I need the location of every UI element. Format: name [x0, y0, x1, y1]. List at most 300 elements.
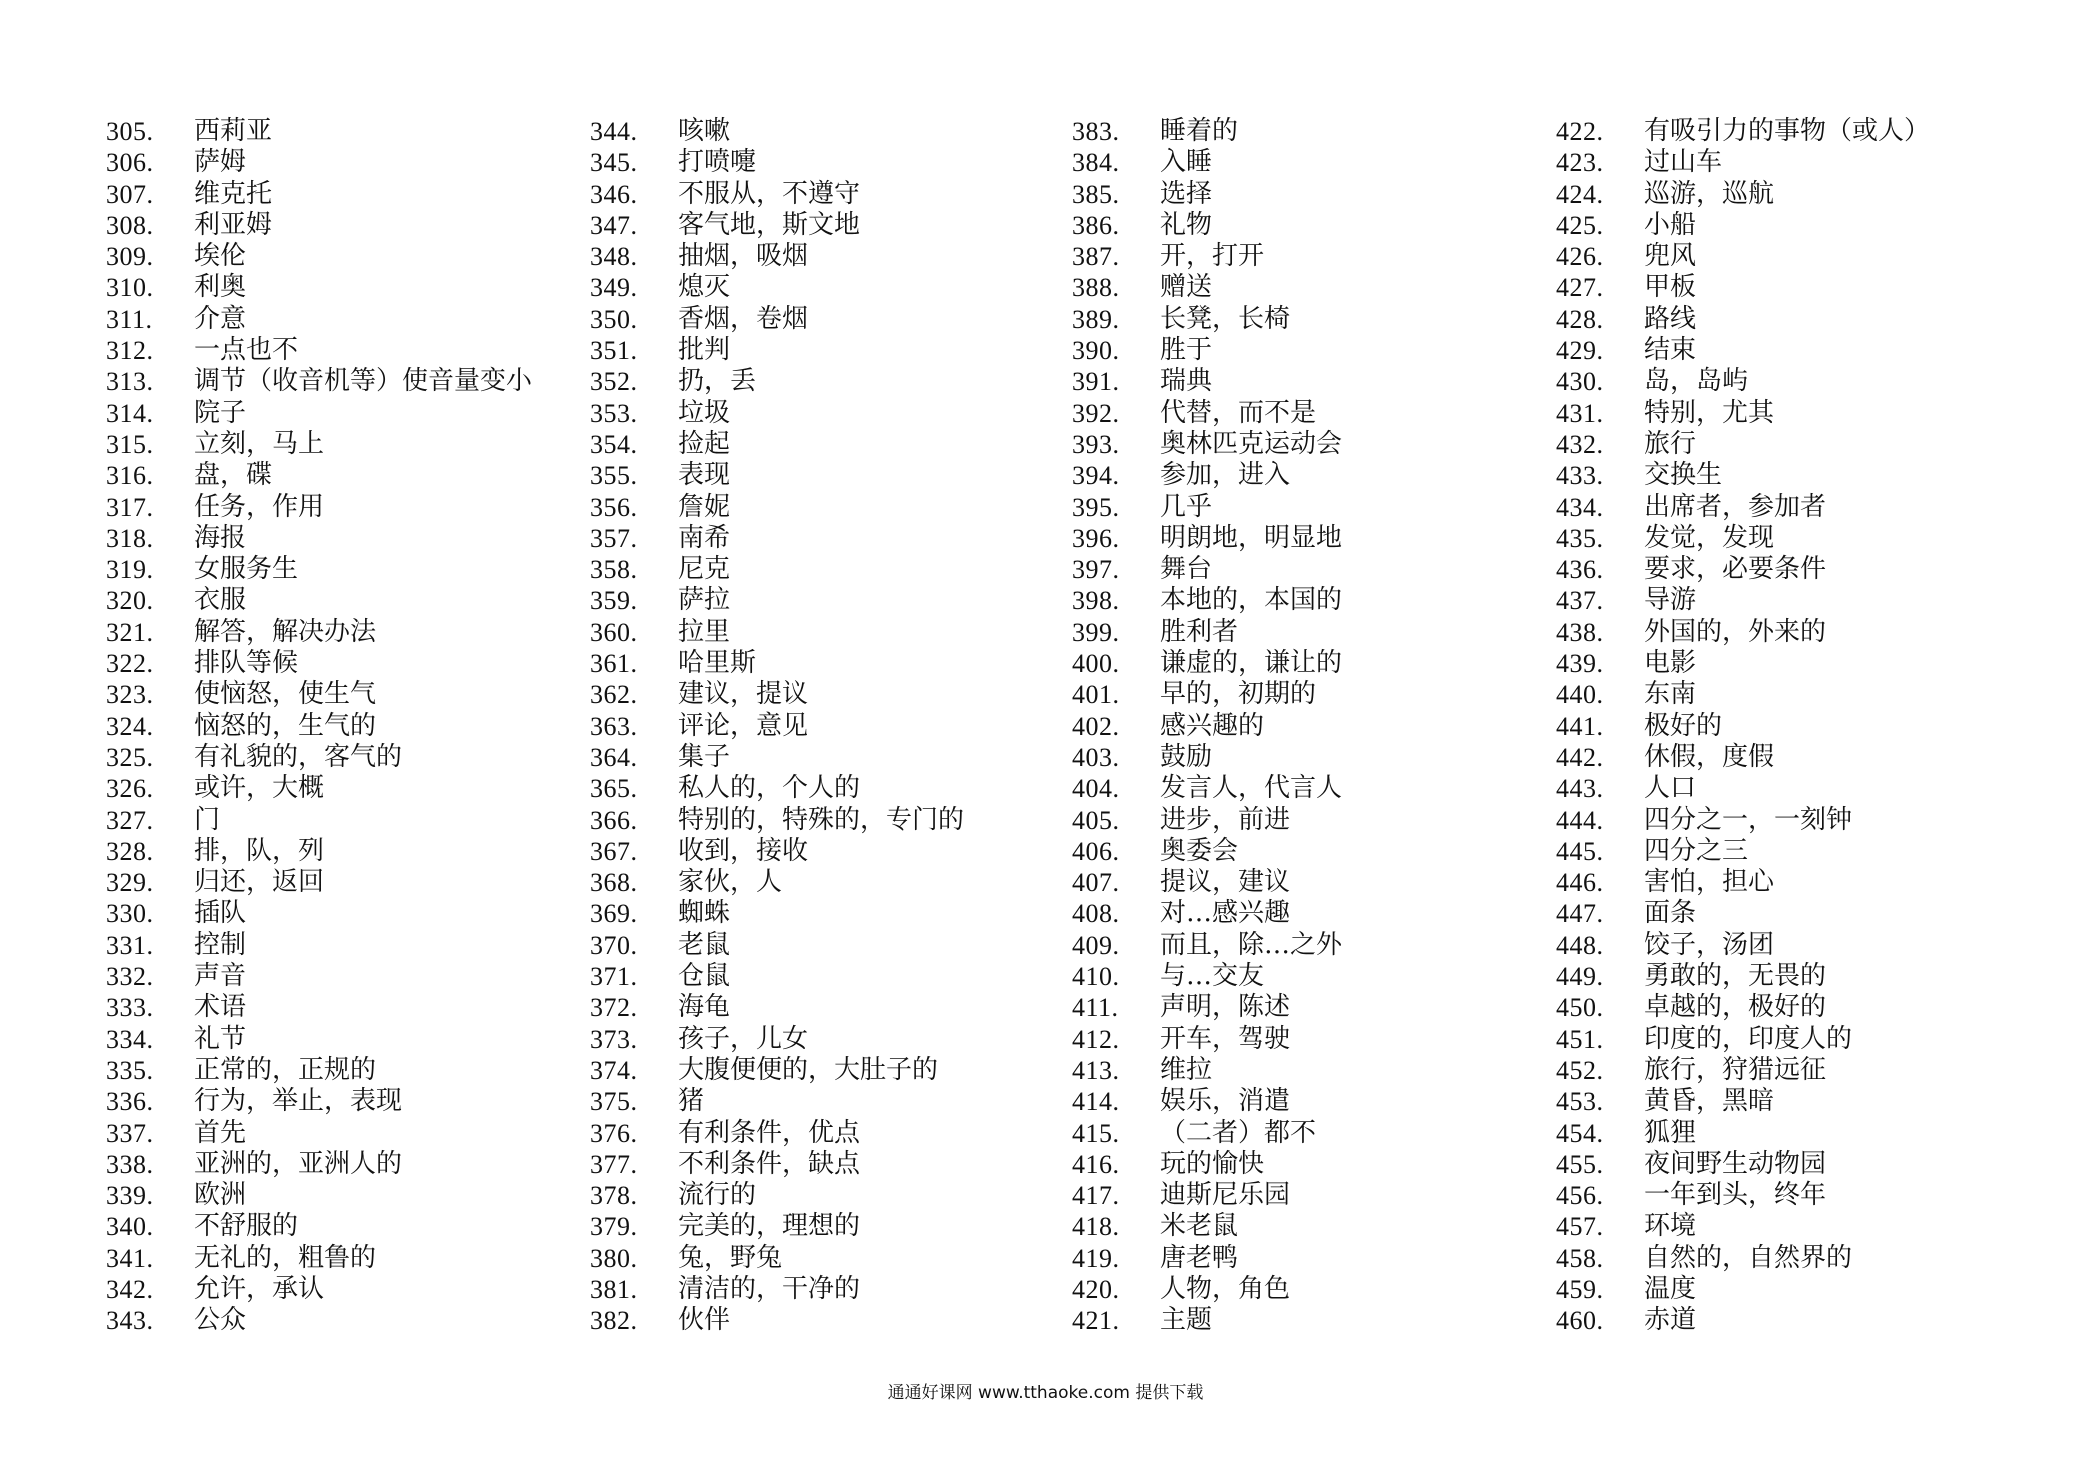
- entry-meaning: 大腹便便的，大肚子的: [678, 1054, 939, 1085]
- entry-meaning: 饺子，汤团: [1644, 929, 1775, 960]
- entry-meaning: 猪: [678, 1086, 705, 1117]
- entry-meaning: 一年到头，终年: [1644, 1180, 1827, 1211]
- vocab-entry: [590, 1118, 1060, 1149]
- entry-meaning: 兜风: [1644, 241, 1697, 272]
- vocab-entry: [106, 523, 576, 554]
- entry-number: 378.: [590, 1181, 638, 1211]
- entry-number: 319.: [106, 555, 154, 585]
- vocab-entry: [106, 1149, 576, 1180]
- vocab-entry: [106, 773, 576, 804]
- entry-number: 400.: [1072, 649, 1120, 679]
- entry-meaning: 与…交友: [1160, 961, 1265, 992]
- entry-meaning: 利亚姆: [194, 209, 273, 240]
- entry-meaning: 提议，建议: [1160, 867, 1291, 898]
- vocab-entry: [1556, 304, 2026, 335]
- entry-number: 331.: [106, 930, 154, 960]
- entry-number: 342.: [106, 1274, 154, 1304]
- vocab-entry: [106, 179, 576, 210]
- entry-number: 315.: [106, 429, 154, 459]
- entry-meaning: 萨拉: [678, 585, 731, 616]
- entry-meaning: 维拉: [1160, 1054, 1213, 1085]
- entry-number: 393.: [1072, 429, 1120, 459]
- entry-meaning: 特别的，特殊的，专门的: [678, 804, 965, 835]
- entry-meaning: 熄灭: [678, 272, 731, 303]
- entry-meaning: 人口: [1644, 773, 1697, 804]
- vocab-entry: [1072, 898, 1542, 929]
- entry-number: 383.: [1072, 117, 1120, 146]
- entry-meaning: 排，队，列: [194, 835, 325, 866]
- entry-number: 392.: [1072, 398, 1120, 428]
- entry-meaning: 东南: [1644, 679, 1697, 710]
- entry-number: 441.: [1556, 711, 1604, 741]
- vocab-entry: [590, 429, 1060, 460]
- entry-meaning: 睡着的: [1160, 116, 1239, 146]
- entry-meaning: 路线: [1644, 303, 1697, 334]
- entry-meaning: 旅行: [1644, 428, 1697, 459]
- entry-meaning: 流行的: [678, 1180, 757, 1211]
- vocab-entry: [106, 992, 576, 1023]
- entry-meaning: 清洁的，干净的: [678, 1273, 861, 1304]
- entry-meaning: 明朗地，明显地: [1160, 522, 1343, 553]
- entry-meaning: 舞台: [1160, 554, 1213, 585]
- entry-meaning: 仓鼠: [678, 961, 731, 992]
- vocab-entry: [1072, 210, 1542, 241]
- entry-number: 369.: [590, 899, 638, 929]
- vocab-entry: [590, 1211, 1060, 1242]
- entry-meaning: 本地的，本国的: [1160, 585, 1343, 616]
- vocab-entry: [106, 679, 576, 710]
- entry-meaning: 伙伴: [678, 1305, 731, 1336]
- entry-meaning: 海龟: [678, 992, 731, 1023]
- vocab-entry: [1072, 773, 1542, 804]
- entry-meaning: 萨姆: [194, 147, 247, 178]
- entry-number: 323.: [106, 680, 154, 710]
- entry-number: 339.: [106, 1181, 154, 1211]
- vocab-entry: [1072, 1180, 1542, 1211]
- entry-number: 435.: [1556, 523, 1604, 553]
- entry-meaning: 电影: [1644, 648, 1697, 679]
- entry-number: 368.: [590, 868, 638, 898]
- entry-number: 460.: [1556, 1306, 1604, 1336]
- vocab-entry: [1556, 1055, 2026, 1086]
- vocab-entry: [1556, 460, 2026, 491]
- entry-meaning: 几乎: [1160, 491, 1213, 522]
- vocab-entry: [1556, 179, 2026, 210]
- entry-number: 397.: [1072, 555, 1120, 585]
- vocab-entry: [1072, 1243, 1542, 1274]
- entry-number: 442.: [1556, 742, 1604, 772]
- entry-meaning: 院子: [194, 397, 247, 428]
- vocab-entry: [590, 492, 1060, 523]
- vocab-entry: [590, 617, 1060, 648]
- entry-meaning: 抽烟，吸烟: [678, 241, 809, 272]
- entry-number: 434.: [1556, 492, 1604, 522]
- vocab-entry: [1556, 398, 2026, 429]
- entry-number: 321.: [106, 617, 154, 647]
- entry-number: 447.: [1556, 899, 1604, 929]
- entry-meaning: 任务，作用: [194, 491, 325, 522]
- entry-number: 360.: [590, 617, 638, 647]
- vocab-entry: [106, 648, 576, 679]
- entry-meaning: 巡游，巡航: [1644, 178, 1775, 209]
- entry-number: 440.: [1556, 680, 1604, 710]
- vocab-entry: [1072, 554, 1542, 585]
- entry-number: 318.: [106, 523, 154, 553]
- vocab-entry: [1556, 523, 2026, 554]
- entry-number: 396.: [1072, 523, 1120, 553]
- entry-number: 361.: [590, 649, 638, 679]
- entry-meaning: 早的，初期的: [1160, 679, 1317, 710]
- entry-number: 370.: [590, 930, 638, 960]
- entry-number: 424.: [1556, 179, 1604, 209]
- vocab-entry: [1556, 617, 2026, 648]
- entry-number: 410.: [1072, 962, 1120, 992]
- vocab-entry: [106, 335, 576, 366]
- entry-meaning: 一点也不: [194, 335, 299, 366]
- vocab-entry: [1556, 679, 2026, 710]
- vocab-entry: [1072, 836, 1542, 867]
- entry-number: 328.: [106, 836, 154, 866]
- entry-number: 343.: [106, 1306, 154, 1336]
- entry-number: 317.: [106, 492, 154, 522]
- entry-number: 389.: [1072, 304, 1120, 334]
- entry-meaning: 西莉亚: [194, 116, 273, 146]
- entry-meaning: 控制: [194, 929, 247, 960]
- vocab-entry: [106, 1274, 576, 1305]
- entry-number: 452.: [1556, 1055, 1604, 1085]
- vocab-entry: [590, 460, 1060, 491]
- vocab-entry: [1556, 272, 2026, 303]
- entry-number: 352.: [590, 367, 638, 397]
- entry-number: 402.: [1072, 711, 1120, 741]
- entry-meaning: 外国的，外来的: [1644, 616, 1827, 647]
- vocab-column-2: [590, 116, 1060, 1337]
- entry-meaning: 胜于: [1160, 335, 1213, 366]
- entry-meaning: 完美的，理想的: [678, 1211, 861, 1242]
- entry-meaning: 而且，除…之外: [1160, 929, 1343, 960]
- entry-number: 449.: [1556, 962, 1604, 992]
- vocab-entry: [1072, 147, 1542, 178]
- vocab-entry: [1556, 1024, 2026, 1055]
- vocab-entry: [106, 147, 576, 178]
- vocab-entry: [106, 1118, 576, 1149]
- entry-number: 336.: [106, 1087, 154, 1117]
- entry-number: 387.: [1072, 242, 1120, 272]
- entry-number: 417.: [1072, 1181, 1120, 1211]
- vocab-entry: [106, 1243, 576, 1274]
- entry-meaning: 收到，接收: [678, 835, 809, 866]
- entry-meaning: 旅行，狩猎远征: [1644, 1054, 1827, 1085]
- entry-number: 453.: [1556, 1087, 1604, 1117]
- entry-number: 420.: [1072, 1274, 1120, 1304]
- vocab-entry: [590, 898, 1060, 929]
- vocab-entry: [590, 1055, 1060, 1086]
- vocab-entry: [1556, 1086, 2026, 1117]
- entry-number: 430.: [1556, 367, 1604, 397]
- entry-number: 334.: [106, 1024, 154, 1054]
- entry-meaning: 声音: [194, 961, 247, 992]
- vocab-entry: [106, 617, 576, 648]
- entry-number: 423.: [1556, 148, 1604, 178]
- entry-number: 429.: [1556, 336, 1604, 366]
- entry-number: 385.: [1072, 179, 1120, 209]
- entry-number: 324.: [106, 711, 154, 741]
- vocab-entry: [590, 805, 1060, 836]
- entry-number: 439.: [1556, 649, 1604, 679]
- entry-number: 436.: [1556, 555, 1604, 585]
- entry-number: 433.: [1556, 461, 1604, 491]
- entry-meaning: 哈里斯: [678, 648, 757, 679]
- vocab-entry: [590, 304, 1060, 335]
- vocab-entry: [590, 366, 1060, 397]
- vocab-entry: [106, 554, 576, 585]
- entry-meaning: 家伙，人: [678, 867, 783, 898]
- vocab-entry: [1556, 930, 2026, 961]
- entry-number: 330.: [106, 899, 154, 929]
- vocab-entry: [1556, 335, 2026, 366]
- entry-number: 314.: [106, 398, 154, 428]
- vocab-entry: [106, 210, 576, 241]
- entry-meaning: 夜间野生动物园: [1644, 1148, 1827, 1179]
- entry-meaning: 詹妮: [678, 491, 731, 522]
- vocab-entry: [590, 992, 1060, 1023]
- entry-number: 363.: [590, 711, 638, 741]
- entry-meaning: 礼物: [1160, 209, 1213, 240]
- vocab-entry: [590, 398, 1060, 429]
- entry-meaning: 公众: [194, 1305, 247, 1336]
- entry-meaning: 岛，岛屿: [1644, 366, 1749, 397]
- entry-number: 399.: [1072, 617, 1120, 647]
- entry-number: 332.: [106, 962, 154, 992]
- entry-number: 310.: [106, 273, 154, 303]
- vocab-entry: [590, 961, 1060, 992]
- entry-meaning: 使恼怒，使生气: [194, 679, 377, 710]
- entry-meaning: 出席者，参加者: [1644, 491, 1827, 522]
- entry-number: 322.: [106, 649, 154, 679]
- entry-meaning: 奥委会: [1160, 835, 1239, 866]
- vocab-entry: [1072, 241, 1542, 272]
- vocab-entry: [1072, 992, 1542, 1023]
- entry-number: 350.: [590, 304, 638, 334]
- entry-number: 351.: [590, 336, 638, 366]
- vocab-entry: [590, 523, 1060, 554]
- entry-number: 347.: [590, 210, 638, 240]
- entry-meaning: 欧洲: [194, 1180, 247, 1211]
- vocab-entry: [106, 460, 576, 491]
- entry-meaning: 有吸引力的事物（或人）: [1644, 116, 1931, 146]
- vocab-entry: [1072, 523, 1542, 554]
- entry-number: 407.: [1072, 868, 1120, 898]
- entry-meaning: 归还，返回: [194, 867, 325, 898]
- vocab-entry: [1556, 742, 2026, 773]
- entry-number: 309.: [106, 242, 154, 272]
- vocab-entry: [106, 429, 576, 460]
- entry-number: 326.: [106, 774, 154, 804]
- entry-number: 305.: [106, 117, 154, 146]
- entry-number: 457.: [1556, 1212, 1604, 1242]
- vocab-entry: [106, 1086, 576, 1117]
- entry-meaning: 勇敢的，无畏的: [1644, 961, 1827, 992]
- entry-number: 340.: [106, 1212, 154, 1242]
- entry-meaning: 瑞典: [1160, 366, 1213, 397]
- entry-number: 459.: [1556, 1274, 1604, 1304]
- entry-meaning: 海报: [194, 522, 247, 553]
- entry-number: 406.: [1072, 836, 1120, 866]
- vocab-entry: [1556, 1274, 2026, 1305]
- entry-meaning: 恼怒的，生气的: [194, 710, 377, 741]
- vocab-entry: [1556, 648, 2026, 679]
- entry-meaning: 要求，必要条件: [1644, 554, 1827, 585]
- entry-number: 414.: [1072, 1087, 1120, 1117]
- entry-number: 405.: [1072, 805, 1120, 835]
- entry-number: 377.: [590, 1149, 638, 1179]
- vocab-entry: [1556, 1180, 2026, 1211]
- entry-number: 390.: [1072, 336, 1120, 366]
- entry-meaning: 极好的: [1644, 710, 1723, 741]
- entry-number: 379.: [590, 1212, 638, 1242]
- entry-meaning: 兔，野兔: [678, 1242, 783, 1273]
- entry-meaning: 衣服: [194, 585, 247, 616]
- entry-meaning: 休假，度假: [1644, 741, 1775, 772]
- vocab-entry: [590, 1149, 1060, 1180]
- entry-meaning: 捡起: [678, 428, 731, 459]
- vocab-entry: [1556, 711, 2026, 742]
- entry-number: 372.: [590, 993, 638, 1023]
- entry-meaning: 尼克: [678, 554, 731, 585]
- entry-number: 373.: [590, 1024, 638, 1054]
- vocab-entry: [590, 773, 1060, 804]
- entry-meaning: 胜利者: [1160, 616, 1239, 647]
- vocab-entry: [590, 1274, 1060, 1305]
- page-footer: 通通好课网 www.tthaoke.com 提供下载: [887, 1383, 1204, 1403]
- entry-meaning: 孩子，儿女: [678, 1023, 809, 1054]
- entry-number: 409.: [1072, 930, 1120, 960]
- vocab-entry: [1072, 679, 1542, 710]
- vocab-entry: [106, 836, 576, 867]
- entry-number: 333.: [106, 993, 154, 1023]
- vocab-entry: [106, 742, 576, 773]
- entry-meaning: 特别，尤其: [1644, 397, 1775, 428]
- entry-meaning: 批判: [678, 335, 731, 366]
- entry-number: 348.: [590, 242, 638, 272]
- vocab-entry: [1556, 492, 2026, 523]
- entry-meaning: 南希: [678, 522, 731, 553]
- entry-number: 359.: [590, 586, 638, 616]
- entry-meaning: 介意: [194, 303, 247, 334]
- vocab-entry: [590, 585, 1060, 616]
- entry-number: 365.: [590, 774, 638, 804]
- entry-number: 398.: [1072, 586, 1120, 616]
- entry-meaning: 卓越的，极好的: [1644, 992, 1827, 1023]
- entry-meaning: 解答，解决办法: [194, 616, 377, 647]
- entry-meaning: 蜘蛛: [678, 898, 731, 929]
- vocab-entry: [1556, 1305, 2026, 1336]
- vocab-entry: [1072, 492, 1542, 523]
- vocab-entry: [590, 679, 1060, 710]
- vocab-entry: [1072, 398, 1542, 429]
- entry-number: 451.: [1556, 1024, 1604, 1054]
- vocab-entry: [106, 1305, 576, 1336]
- vocab-entry: [1072, 961, 1542, 992]
- vocab-entry: [1556, 836, 2026, 867]
- entry-meaning: 维克托: [194, 178, 273, 209]
- vocab-entry: [106, 711, 576, 742]
- entry-number: 403.: [1072, 742, 1120, 772]
- entry-meaning: 对…感兴趣: [1160, 898, 1291, 929]
- vocab-entry: [1556, 867, 2026, 898]
- entry-number: 306.: [106, 148, 154, 178]
- entry-number: 438.: [1556, 617, 1604, 647]
- entry-number: 354.: [590, 429, 638, 459]
- entry-number: 413.: [1072, 1055, 1120, 1085]
- entry-number: 341.: [106, 1243, 154, 1273]
- entry-meaning: 不利条件，缺点: [678, 1148, 861, 1179]
- entry-meaning: 立刻，马上: [194, 428, 325, 459]
- vocab-entry: [590, 1243, 1060, 1274]
- vocab-entry: [106, 930, 576, 961]
- entry-number: 325.: [106, 742, 154, 772]
- entry-meaning: 感兴趣的: [1160, 710, 1265, 741]
- vocab-entry: [1072, 460, 1542, 491]
- entry-number: 455.: [1556, 1149, 1604, 1179]
- entry-number: 337.: [106, 1118, 154, 1148]
- vocab-entry: [106, 272, 576, 303]
- entry-number: 456.: [1556, 1181, 1604, 1211]
- vocab-entry: [1072, 742, 1542, 773]
- entry-number: 355.: [590, 461, 638, 491]
- entry-number: 388.: [1072, 273, 1120, 303]
- entry-number: 384.: [1072, 148, 1120, 178]
- vocab-column-1: [106, 116, 576, 1337]
- entry-number: 428.: [1556, 304, 1604, 334]
- vocab-entry: [106, 304, 576, 335]
- entry-meaning: 黄昏，黑暗: [1644, 1086, 1775, 1117]
- vocab-entry: [1556, 116, 2026, 147]
- entry-meaning: 评论，意见: [678, 710, 809, 741]
- entry-number: 353.: [590, 398, 638, 428]
- entry-meaning: 排队等候: [194, 648, 299, 679]
- vocab-entry: [1556, 992, 2026, 1023]
- vocab-entry: [590, 930, 1060, 961]
- entry-meaning: 开，打开: [1160, 241, 1265, 272]
- vocab-entry: [106, 1055, 576, 1086]
- vocab-entry: [1556, 961, 2026, 992]
- entry-number: 320.: [106, 586, 154, 616]
- entry-number: 327.: [106, 805, 154, 835]
- vocab-entry: [1072, 585, 1542, 616]
- entry-meaning: 面条: [1644, 898, 1697, 929]
- vocab-entry: [1072, 1118, 1542, 1149]
- entry-meaning: 交换生: [1644, 460, 1723, 491]
- entry-number: 404.: [1072, 774, 1120, 804]
- entry-number: 427.: [1556, 273, 1604, 303]
- vocab-entry: [106, 585, 576, 616]
- entry-meaning: 娱乐，消遣: [1160, 1086, 1291, 1117]
- entry-meaning: 过山车: [1644, 147, 1723, 178]
- entry-number: 401.: [1072, 680, 1120, 710]
- entry-number: 311.: [106, 304, 153, 334]
- entry-meaning: 插队: [194, 898, 247, 929]
- vocab-entry: [1072, 1211, 1542, 1242]
- vocab-entry: [1072, 1024, 1542, 1055]
- entry-meaning: 客气地，斯文地: [678, 209, 861, 240]
- vocab-entry: [590, 1305, 1060, 1336]
- vocab-entry: [590, 711, 1060, 742]
- entry-meaning: 声明，陈述: [1160, 992, 1291, 1023]
- vocab-entry: [590, 836, 1060, 867]
- entry-meaning: 唐老鸭: [1160, 1242, 1239, 1273]
- entry-number: 446.: [1556, 868, 1604, 898]
